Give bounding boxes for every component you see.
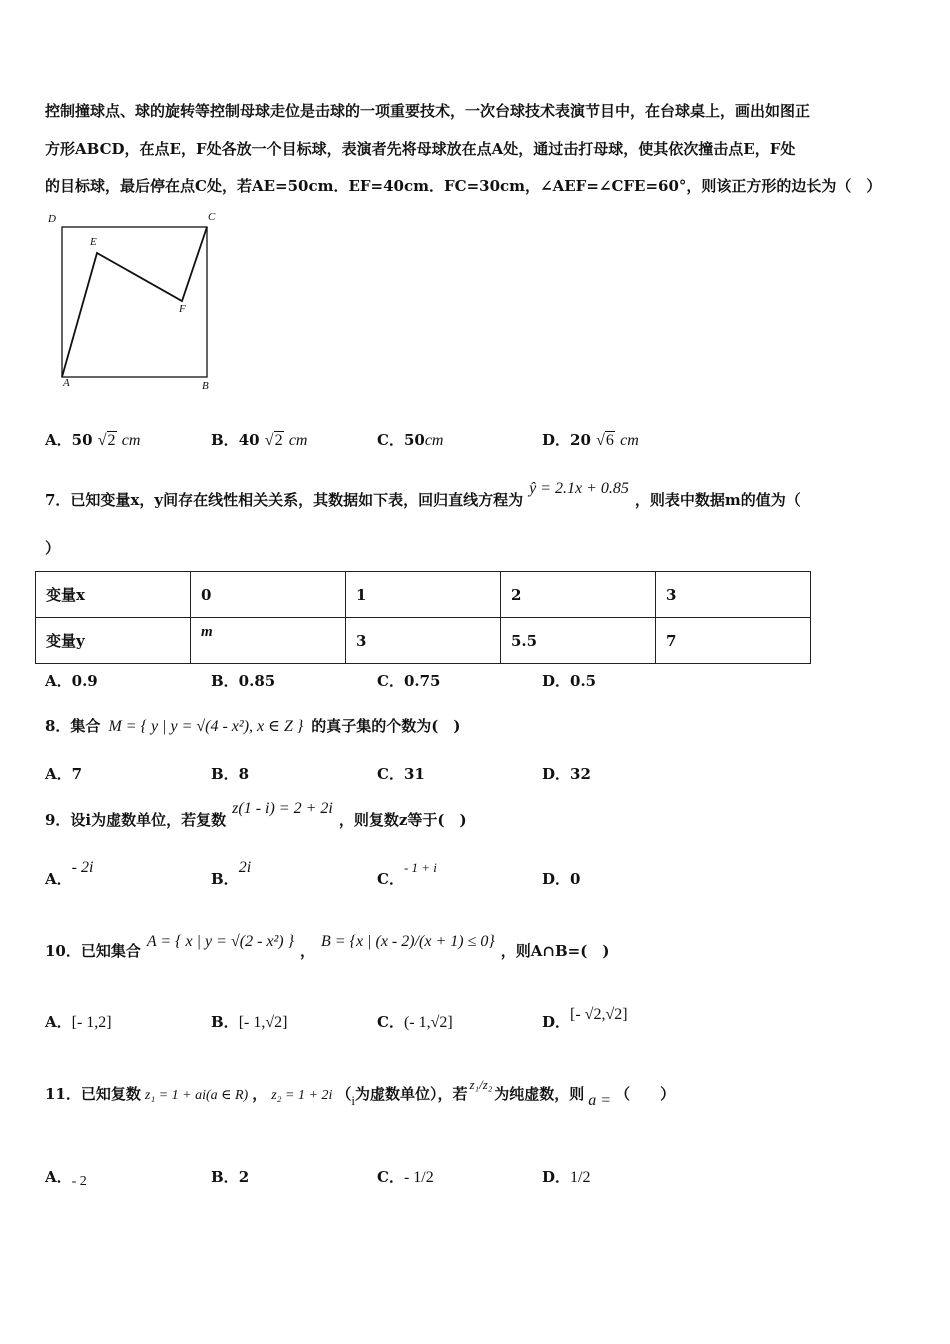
q9-text: 9．设i为虚数单位，若复数z(1 - i) = 2 + 2i，则复数z等于( ) xyxy=(45,800,467,829)
q6-figure xyxy=(45,210,225,395)
q11-option-b[interactable]: B．2 xyxy=(211,1168,250,1186)
label-f: F xyxy=(179,303,186,315)
q6-text-line3: 的目标球，最后停在点C处，若AE=50cm．EF=40cm．FC=30cm，∠AEF=∠CFE=60°，则该正方形的边长为（ ） xyxy=(45,177,882,195)
q7-equation: ŷ = 2.1x + 0.85 xyxy=(529,480,629,497)
q11-ratio: z₁/z₂ xyxy=(469,1077,493,1092)
table-cell: 变量x xyxy=(36,572,191,618)
label-a: A xyxy=(63,377,70,389)
q8-option-c[interactable]: C．31 xyxy=(377,765,425,783)
q11-text: 11．已知复数 z₁ = 1 + ai(a ∈ R) ， z₂ = 1 + 2i （i为虚数单位），若z₁/z₂为纯虚数，则 a = （ ） xyxy=(45,1077,676,1109)
q7-data-table xyxy=(35,571,811,664)
table-cell: 变量y xyxy=(36,618,191,664)
q10-option-d[interactable]: D．[- √2,√2] xyxy=(542,1006,628,1031)
table-cell: 0 xyxy=(191,572,346,618)
q11-z1: z₁ = 1 + ai(a ∈ R) xyxy=(144,1088,249,1103)
table-cell: 3 xyxy=(346,618,501,664)
q9-option-b[interactable]: B．2i xyxy=(211,859,252,888)
q10-option-a[interactable]: A．[- 1,2] xyxy=(45,1013,112,1031)
label-b: B xyxy=(202,380,209,392)
q6-option-a[interactable]: A．50 √2 cm xyxy=(45,431,141,449)
q6-text-line2: 方形ABCD，在点E，F处各放一个目标球，表演者先将母球放在点A处，通过击打母球，使其依次撞击点E，F处 xyxy=(45,140,796,158)
q11-option-d[interactable]: D．1/2 xyxy=(542,1168,591,1186)
q11-option-a[interactable]: A．- 2 xyxy=(45,1168,87,1189)
table-row xyxy=(36,572,811,618)
q8-text: 8．集合 M = { y | y = √(4 - x²), x ∈ Z } 的真子集的个数为( ) xyxy=(45,717,461,735)
q7-text: 7．已知变量x，y间存在线性相关关系，其数据如下表，回归直线方程为ŷ = 2.1x + 0.85，则表中数据m的值为（ xyxy=(45,480,801,509)
table-row xyxy=(36,618,811,664)
q10-set-b: B = {x | (x - 2)/(x + 1) ≤ 0} xyxy=(321,933,495,950)
label-d: D xyxy=(48,213,56,225)
q10-text: 10．已知集合A = { x | y = √(2 - x²) }，B = {x | (x - 2)/(x + 1) ≤ 0}，则A∩B=( ) xyxy=(45,933,610,960)
q11-option-c[interactable]: C．- 1/2 xyxy=(377,1168,434,1186)
q6-option-d[interactable]: D．20 √6 cm xyxy=(542,431,639,449)
q7-option-b[interactable]: B．0.85 xyxy=(211,672,276,690)
q7-option-c[interactable]: C．0.75 xyxy=(377,672,441,690)
q8-option-a[interactable]: A．7 xyxy=(45,765,83,783)
q9-option-c[interactable]: C．- 1 + i xyxy=(377,860,437,888)
table-cell: 3 xyxy=(656,572,811,618)
ball-path xyxy=(62,227,207,377)
table-cell: 1 xyxy=(346,572,501,618)
q8-option-d[interactable]: D．32 xyxy=(542,765,591,783)
table-cell: 2 xyxy=(501,572,656,618)
q9-option-d[interactable]: D．0 xyxy=(542,870,581,888)
label-c: C xyxy=(208,211,216,223)
q7-option-a[interactable]: A．0.9 xyxy=(45,672,98,690)
q11-z2: z₂ = 1 + 2i xyxy=(271,1088,333,1103)
q6-text-line1: 控制撞球点、球的旋转等控制母球走位是击球的一项重要技术，一次台球技术表演节目中，在台球桌上，画出如图正 xyxy=(45,102,811,120)
label-e: E xyxy=(90,236,97,248)
q10-set-a: A = { x | y = √(2 - x²) } xyxy=(146,933,295,950)
q6-option-c[interactable]: C．50cm xyxy=(377,431,444,449)
square-diagram xyxy=(45,210,225,395)
q10-option-c[interactable]: C．(- 1,√2] xyxy=(377,1013,453,1031)
q7-text-close: ） xyxy=(45,539,61,557)
q8-option-b[interactable]: B．8 xyxy=(211,765,250,783)
table-cell: m xyxy=(191,618,346,664)
q6-option-b[interactable]: B．40 √2 cm xyxy=(211,431,308,449)
q8-set: M = { y | y = √(4 - x²), x ∈ Z } xyxy=(108,718,304,735)
table-cell: 5.5 xyxy=(501,618,656,664)
q9-option-a[interactable]: A．- 2i xyxy=(45,859,94,888)
q10-option-b[interactable]: B．[- 1,√2] xyxy=(211,1013,288,1031)
q7-option-d[interactable]: D．0.5 xyxy=(542,672,597,690)
q9-equation: z(1 - i) = 2 + 2i xyxy=(232,800,333,817)
table-cell: 7 xyxy=(656,618,811,664)
